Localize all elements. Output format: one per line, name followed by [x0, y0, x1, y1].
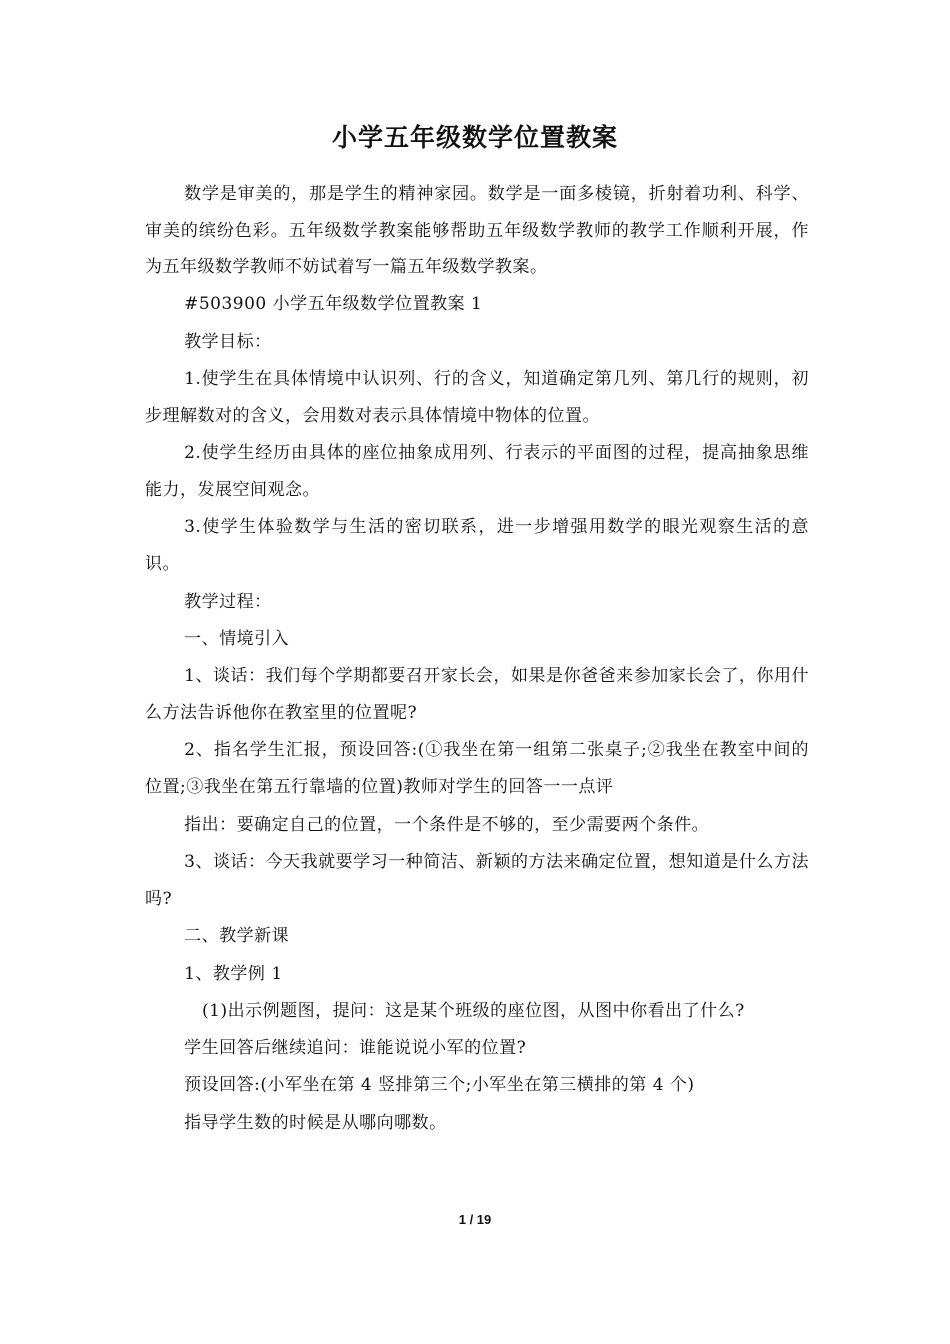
process-note: 指出：要确定自己的位置，一个条件是不够的，至少需要两个条件。 — [184, 815, 710, 835]
process-step-3: 3、谈话：今天我就要学习一种简洁、新颖的方法来确定位置，想知道是什么方法吗? — [145, 852, 809, 909]
example-expected-answer: 预设回答:(小军坐在第 4 竖排第三个;小军坐在第三横排的第 4 个) — [184, 1075, 695, 1095]
section-heading-lesson-1: #503900 小学五年级数学位置教案 1 — [184, 294, 483, 314]
goal-item-3: 3.使学生体验数学与生活的密切联系，进一步增强用数学的眼光观察生活的意识。 — [145, 517, 809, 574]
intro-paragraph: 数学是审美的，那是学生的精神家园。数学是一面多棱镜，折射着功利、科学、审美的缤纷色彩。五年级数学教案能够帮助五年级数学教师的教学工作顺利开展，作为五年级数学教师不妨试着写一篇五年级数学教案。 — [145, 184, 809, 277]
heading-teaching-process: 教学过程： — [184, 592, 272, 612]
page-title: 小学五年级数学位置教案 — [331, 123, 618, 152]
page-number: 1 / 19 — [458, 1212, 492, 1227]
heading-teaching-goals: 教学目标： — [184, 332, 272, 352]
heading-new-lesson: 二、教学新课 — [184, 926, 290, 946]
example-heading: 1、教学例 1 — [184, 964, 283, 984]
heading-scenario-intro: 一、情境引入 — [184, 629, 290, 649]
example-step-1: (1)出示例题图，提问：这是某个班级的座位图，从图中你看出了什么? — [202, 1001, 745, 1021]
process-step-1: 1、谈话：我们每个学期都要召开家长会，如果是你爸爸来参加家长会了，你用什么方法告诉他你在教室里的位置呢? — [145, 666, 809, 723]
process-step-2: 2、指名学生汇报，预设回答:(①我坐在第一组第二张桌子;②我坐在教室中间的位置;③我坐在第五行靠墙的位置)教师对学生的回答一一点评 — [145, 740, 809, 797]
goal-item-1: 1.使学生在具体情境中认识列、行的含义，知道确定第几列、第几行的规则，初步理解数对的含义，会用数对表示具体情境中物体的位置。 — [145, 369, 809, 426]
goal-item-2: 2.使学生经历由具体的座位抽象成用列、行表示的平面图的过程，提高抽象思维能力，发展空间观念。 — [145, 443, 809, 500]
example-guidance: 指导学生数的时候是从哪向哪数。 — [184, 1113, 447, 1133]
example-followup: 学生回答后继续追问：谁能说说小军的位置? — [184, 1038, 527, 1058]
